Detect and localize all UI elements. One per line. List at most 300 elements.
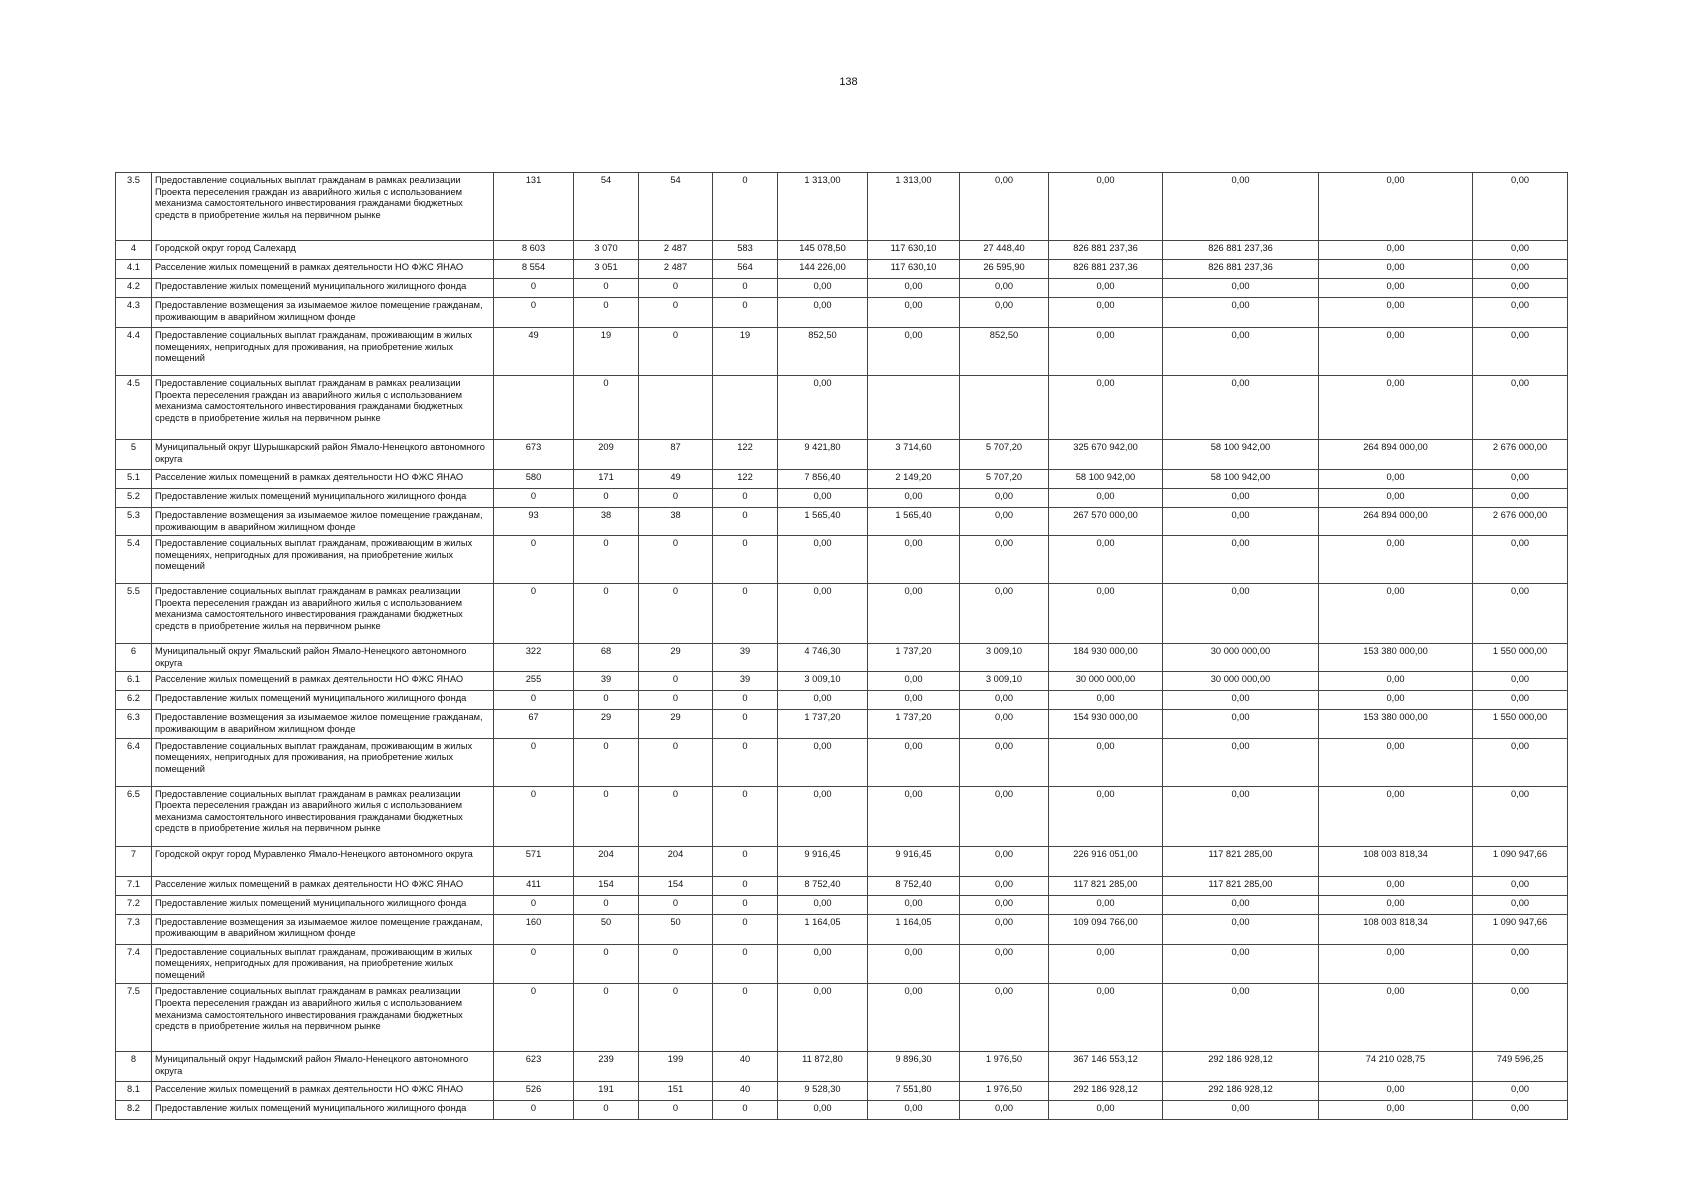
cell-c6: 8 752,40 bbox=[868, 876, 960, 895]
row-name: Городской округ город Салехард bbox=[152, 241, 494, 260]
cell-c11: 2 676 000,00 bbox=[1473, 440, 1568, 470]
row-name: Муниципальный округ Надымский район Ямало-Ненецкого автономного округа bbox=[152, 1052, 494, 1082]
cell-c10: 0,00 bbox=[1319, 1082, 1473, 1101]
cell-c7: 0,00 bbox=[960, 691, 1049, 710]
cell-c9: 826 881 237,36 bbox=[1163, 241, 1319, 260]
cell-c3: 49 bbox=[639, 470, 713, 489]
cell-c6: 0,00 bbox=[868, 984, 960, 1052]
cell-c11: 0,00 bbox=[1473, 984, 1568, 1052]
cell-c1: 93 bbox=[494, 508, 574, 536]
row-index: 6.2 bbox=[116, 691, 152, 710]
cell-c10: 0,00 bbox=[1319, 944, 1473, 984]
cell-c1: 8 554 bbox=[494, 260, 574, 279]
cell-c8: 826 881 237,36 bbox=[1049, 260, 1163, 279]
cell-c8: 0,00 bbox=[1049, 298, 1163, 328]
cell-c7: 0,00 bbox=[960, 984, 1049, 1052]
cell-c4: 0 bbox=[713, 738, 778, 786]
cell-c6 bbox=[868, 376, 960, 440]
cell-c5: 0,00 bbox=[778, 738, 868, 786]
cell-c9: 0,00 bbox=[1163, 786, 1319, 846]
cell-c8: 0,00 bbox=[1049, 691, 1163, 710]
row-index: 5.1 bbox=[116, 470, 152, 489]
cell-c11: 0,00 bbox=[1473, 298, 1568, 328]
cell-c10: 264 894 000,00 bbox=[1319, 440, 1473, 470]
cell-c11: 0,00 bbox=[1473, 738, 1568, 786]
cell-c9: 292 186 928,12 bbox=[1163, 1052, 1319, 1082]
cell-c6: 0,00 bbox=[868, 738, 960, 786]
cell-c9: 30 000 000,00 bbox=[1163, 672, 1319, 691]
cell-c1: 0 bbox=[494, 536, 574, 584]
row-index: 7.3 bbox=[116, 914, 152, 944]
cell-c7: 1 976,50 bbox=[960, 1052, 1049, 1082]
cell-c4: 40 bbox=[713, 1082, 778, 1101]
cell-c2: 0 bbox=[574, 944, 639, 984]
cell-c3: 0 bbox=[639, 328, 713, 376]
cell-c2: 54 bbox=[574, 173, 639, 241]
cell-c10: 0,00 bbox=[1319, 298, 1473, 328]
cell-c2: 50 bbox=[574, 914, 639, 944]
row-name: Муниципальный округ Шурышкарский район Ямало-Ненецкого автономного округа bbox=[152, 440, 494, 470]
cell-c10: 0,00 bbox=[1319, 876, 1473, 895]
cell-c7: 0,00 bbox=[960, 876, 1049, 895]
cell-c5: 1 565,40 bbox=[778, 508, 868, 536]
cell-c9: 0,00 bbox=[1163, 536, 1319, 584]
cell-c3: 50 bbox=[639, 914, 713, 944]
row-index: 7.1 bbox=[116, 876, 152, 895]
cell-c4: 0 bbox=[713, 984, 778, 1052]
cell-c1: 255 bbox=[494, 672, 574, 691]
table-row bbox=[116, 440, 1568, 470]
cell-c3: 0 bbox=[639, 944, 713, 984]
cell-c4: 0 bbox=[713, 279, 778, 298]
cell-c8: 0,00 bbox=[1049, 489, 1163, 508]
cell-c1: 571 bbox=[494, 846, 574, 876]
row-name: Предоставление жилых помещений муниципального жилищного фонда bbox=[152, 279, 494, 298]
cell-c3: 38 bbox=[639, 508, 713, 536]
row-index: 6.4 bbox=[116, 738, 152, 786]
cell-c6: 0,00 bbox=[868, 691, 960, 710]
row-name: Предоставление возмещения за изымаемое жилое помещение гражданам, проживающим в аварийном жилищном фонде bbox=[152, 508, 494, 536]
row-index: 7 bbox=[116, 846, 152, 876]
cell-c11: 0,00 bbox=[1473, 672, 1568, 691]
cell-c6: 0,00 bbox=[868, 279, 960, 298]
cell-c11: 2 676 000,00 bbox=[1473, 508, 1568, 536]
table-row bbox=[116, 298, 1568, 328]
row-index: 5.2 bbox=[116, 489, 152, 508]
cell-c11: 1 550 000,00 bbox=[1473, 710, 1568, 738]
cell-c2: 0 bbox=[574, 984, 639, 1052]
cell-c7 bbox=[960, 376, 1049, 440]
cell-c5: 144 226,00 bbox=[778, 260, 868, 279]
cell-c5: 0,00 bbox=[778, 536, 868, 584]
cell-c3: 54 bbox=[639, 173, 713, 241]
cell-c8: 226 916 051,00 bbox=[1049, 846, 1163, 876]
cell-c3: 0 bbox=[639, 584, 713, 644]
row-name: Предоставление социальных выплат гражданам, проживающим в жилых помещениях, непригодных для проживания, на приобретение жилых помещений bbox=[152, 738, 494, 786]
cell-c5: 0,00 bbox=[778, 984, 868, 1052]
cell-c1: 131 bbox=[494, 173, 574, 241]
row-name: Городской округ город Муравленко Ямало-Ненецкого автономного округа bbox=[152, 846, 494, 876]
cell-c10: 0,00 bbox=[1319, 672, 1473, 691]
cell-c9: 0,00 bbox=[1163, 328, 1319, 376]
cell-c9: 0,00 bbox=[1163, 298, 1319, 328]
cell-c3: 0 bbox=[639, 298, 713, 328]
cell-c10: 0,00 bbox=[1319, 173, 1473, 241]
cell-c7: 0,00 bbox=[960, 279, 1049, 298]
cell-c4: 0 bbox=[713, 508, 778, 536]
row-index: 8.1 bbox=[116, 1082, 152, 1101]
cell-c9: 0,00 bbox=[1163, 1101, 1319, 1120]
table-row bbox=[116, 672, 1568, 691]
cell-c1: 580 bbox=[494, 470, 574, 489]
cell-c1 bbox=[494, 376, 574, 440]
cell-c8: 0,00 bbox=[1049, 376, 1163, 440]
cell-c6: 9 916,45 bbox=[868, 846, 960, 876]
row-name: Предоставление возмещения за изымаемое жилое помещение гражданам, проживающим в аварийном жилищном фонде bbox=[152, 298, 494, 328]
table-row bbox=[116, 876, 1568, 895]
cell-c6: 1 737,20 bbox=[868, 710, 960, 738]
cell-c8: 267 570 000,00 bbox=[1049, 508, 1163, 536]
row-name: Предоставление жилых помещений муниципального жилищного фонда bbox=[152, 489, 494, 508]
cell-c4: 0 bbox=[713, 710, 778, 738]
cell-c11: 1 090 947,66 bbox=[1473, 914, 1568, 944]
cell-c1: 0 bbox=[494, 944, 574, 984]
row-index: 6 bbox=[116, 644, 152, 672]
cell-c11: 1 550 000,00 bbox=[1473, 644, 1568, 672]
cell-c8: 0,00 bbox=[1049, 944, 1163, 984]
cell-c9: 58 100 942,00 bbox=[1163, 470, 1319, 489]
cell-c6: 0,00 bbox=[868, 944, 960, 984]
cell-c11: 0,00 bbox=[1473, 1101, 1568, 1120]
cell-c3: 2 487 bbox=[639, 260, 713, 279]
cell-c11: 0,00 bbox=[1473, 584, 1568, 644]
cell-c10: 0,00 bbox=[1319, 489, 1473, 508]
cell-c2: 0 bbox=[574, 489, 639, 508]
cell-c3: 0 bbox=[639, 536, 713, 584]
cell-c8: 184 930 000,00 bbox=[1049, 644, 1163, 672]
cell-c9: 0,00 bbox=[1163, 376, 1319, 440]
cell-c1: 0 bbox=[494, 895, 574, 914]
cell-c3: 0 bbox=[639, 1101, 713, 1120]
cell-c10: 108 003 818,34 bbox=[1319, 846, 1473, 876]
cell-c6: 7 551,80 bbox=[868, 1082, 960, 1101]
cell-c2: 3 070 bbox=[574, 241, 639, 260]
cell-c11: 749 596,25 bbox=[1473, 1052, 1568, 1082]
cell-c11: 0,00 bbox=[1473, 173, 1568, 241]
cell-c10: 74 210 028,75 bbox=[1319, 1052, 1473, 1082]
row-name: Расселение жилых помещений в рамках деятельности НО ФЖС ЯНАО bbox=[152, 876, 494, 895]
table-row bbox=[116, 895, 1568, 914]
table-row bbox=[116, 241, 1568, 260]
row-index: 4.5 bbox=[116, 376, 152, 440]
cell-c9: 0,00 bbox=[1163, 584, 1319, 644]
cell-c10: 264 894 000,00 bbox=[1319, 508, 1473, 536]
cell-c7: 5 707,20 bbox=[960, 440, 1049, 470]
cell-c9: 0,00 bbox=[1163, 691, 1319, 710]
table-row bbox=[116, 786, 1568, 846]
cell-c1: 623 bbox=[494, 1052, 574, 1082]
cell-c1: 0 bbox=[494, 691, 574, 710]
cell-c7: 0,00 bbox=[960, 489, 1049, 508]
cell-c2: 29 bbox=[574, 710, 639, 738]
cell-c10: 0,00 bbox=[1319, 1101, 1473, 1120]
cell-c6: 1 164,05 bbox=[868, 914, 960, 944]
cell-c5: 7 856,40 bbox=[778, 470, 868, 489]
cell-c6: 2 149,20 bbox=[868, 470, 960, 489]
cell-c5: 11 872,80 bbox=[778, 1052, 868, 1082]
cell-c6: 0,00 bbox=[868, 536, 960, 584]
row-index: 4.1 bbox=[116, 260, 152, 279]
cell-c2: 0 bbox=[574, 279, 639, 298]
cell-c1: 0 bbox=[494, 786, 574, 846]
table-row bbox=[116, 279, 1568, 298]
cell-c2: 191 bbox=[574, 1082, 639, 1101]
row-name: Расселение жилых помещений в рамках деятельности НО ФЖС ЯНАО bbox=[152, 470, 494, 489]
cell-c5: 0,00 bbox=[778, 786, 868, 846]
row-index: 4.4 bbox=[116, 328, 152, 376]
cell-c4: 0 bbox=[713, 536, 778, 584]
cell-c8: 0,00 bbox=[1049, 536, 1163, 584]
cell-c3: 154 bbox=[639, 876, 713, 895]
row-name: Предоставление социальных выплат гражданам в рамках реализации Проекта переселения граждан из аварийного жилья с использованием механизма самостоятельного инвестирования гражданами бюджетных средств в приобретение жилья на первичном рынке bbox=[152, 584, 494, 644]
cell-c7: 0,00 bbox=[960, 1101, 1049, 1120]
cell-c11: 1 090 947,66 bbox=[1473, 846, 1568, 876]
cell-c11: 0,00 bbox=[1473, 536, 1568, 584]
cell-c5: 4 746,30 bbox=[778, 644, 868, 672]
row-index: 5.4 bbox=[116, 536, 152, 584]
row-index: 5.3 bbox=[116, 508, 152, 536]
cell-c7: 0,00 bbox=[960, 173, 1049, 241]
cell-c3: 0 bbox=[639, 691, 713, 710]
cell-c1: 0 bbox=[494, 1101, 574, 1120]
cell-c8: 0,00 bbox=[1049, 328, 1163, 376]
cell-c5: 0,00 bbox=[778, 376, 868, 440]
cell-c4: 122 bbox=[713, 470, 778, 489]
cell-c5: 9 916,45 bbox=[778, 846, 868, 876]
row-name: Предоставление социальных выплат гражданам в рамках реализации Проекта переселения граждан из аварийного жилья с использованием механизма самостоятельного инвестирования гражданами бюджетных средств в приобретение жилья на первичном рынке bbox=[152, 786, 494, 846]
cell-c11: 0,00 bbox=[1473, 470, 1568, 489]
cell-c2: 209 bbox=[574, 440, 639, 470]
cell-c4: 0 bbox=[713, 846, 778, 876]
cell-c4: 0 bbox=[713, 1101, 778, 1120]
cell-c1: 0 bbox=[494, 984, 574, 1052]
cell-c9: 0,00 bbox=[1163, 279, 1319, 298]
cell-c5: 145 078,50 bbox=[778, 241, 868, 260]
row-name: Предоставление жилых помещений муниципального жилищного фонда bbox=[152, 895, 494, 914]
cell-c11: 0,00 bbox=[1473, 691, 1568, 710]
cell-c2: 0 bbox=[574, 738, 639, 786]
row-index: 6.1 bbox=[116, 672, 152, 691]
table-row bbox=[116, 584, 1568, 644]
cell-c8: 826 881 237,36 bbox=[1049, 241, 1163, 260]
table-row bbox=[116, 1052, 1568, 1082]
row-index: 5.5 bbox=[116, 584, 152, 644]
cell-c7: 0,00 bbox=[960, 738, 1049, 786]
cell-c2: 239 bbox=[574, 1052, 639, 1082]
cell-c1: 322 bbox=[494, 644, 574, 672]
cell-c4: 40 bbox=[713, 1052, 778, 1082]
row-name: Предоставление социальных выплат гражданам в рамках реализации Проекта переселения граждан из аварийного жилья с использованием механизма самостоятельного инвестирования гражданами бюджетных средств в приобретение жилья на первичном рынке bbox=[152, 984, 494, 1052]
cell-c10: 0,00 bbox=[1319, 786, 1473, 846]
table-row bbox=[116, 691, 1568, 710]
cell-c2: 0 bbox=[574, 298, 639, 328]
cell-c10: 0,00 bbox=[1319, 895, 1473, 914]
table-row bbox=[116, 470, 1568, 489]
cell-c11: 0,00 bbox=[1473, 1082, 1568, 1101]
cell-c2: 171 bbox=[574, 470, 639, 489]
cell-c8: 0,00 bbox=[1049, 738, 1163, 786]
cell-c2: 3 051 bbox=[574, 260, 639, 279]
cell-c2: 68 bbox=[574, 644, 639, 672]
row-name: Предоставление возмещения за изымаемое жилое помещение гражданам, проживающим в аварийном жилищном фонде bbox=[152, 710, 494, 738]
table-row bbox=[116, 536, 1568, 584]
table-row bbox=[116, 328, 1568, 376]
cell-c7: 852,50 bbox=[960, 328, 1049, 376]
cell-c5: 8 752,40 bbox=[778, 876, 868, 895]
table-row bbox=[116, 846, 1568, 876]
row-index: 6.3 bbox=[116, 710, 152, 738]
cell-c6: 1 737,20 bbox=[868, 644, 960, 672]
row-index: 5 bbox=[116, 440, 152, 470]
cell-c6: 1 565,40 bbox=[868, 508, 960, 536]
row-name: Расселение жилых помещений в рамках деятельности НО ФЖС ЯНАО bbox=[152, 672, 494, 691]
cell-c10: 0,00 bbox=[1319, 328, 1473, 376]
cell-c10: 0,00 bbox=[1319, 241, 1473, 260]
row-name: Предоставление жилых помещений муниципального жилищного фонда bbox=[152, 1101, 494, 1120]
cell-c9: 30 000 000,00 bbox=[1163, 644, 1319, 672]
row-index: 8 bbox=[116, 1052, 152, 1082]
cell-c4: 39 bbox=[713, 672, 778, 691]
cell-c3 bbox=[639, 376, 713, 440]
cell-c1: 673 bbox=[494, 440, 574, 470]
cell-c8: 0,00 bbox=[1049, 895, 1163, 914]
cell-c9: 0,00 bbox=[1163, 944, 1319, 984]
row-name: Предоставление социальных выплат гражданам, проживающим в жилых помещениях, непригодных для проживания, на приобретение жилых помещений bbox=[152, 536, 494, 584]
cell-c5: 1 164,05 bbox=[778, 914, 868, 944]
table-row bbox=[116, 173, 1568, 241]
table-body bbox=[116, 173, 1568, 1120]
cell-c2: 0 bbox=[574, 786, 639, 846]
cell-c3: 199 bbox=[639, 1052, 713, 1082]
resettlement-table bbox=[115, 172, 1568, 1120]
row-index: 3.5 bbox=[116, 173, 152, 241]
cell-c7: 0,00 bbox=[960, 508, 1049, 536]
cell-c8: 109 094 766,00 bbox=[1049, 914, 1163, 944]
cell-c3: 0 bbox=[639, 672, 713, 691]
cell-c7: 5 707,20 bbox=[960, 470, 1049, 489]
cell-c1: 0 bbox=[494, 279, 574, 298]
cell-c5: 0,00 bbox=[778, 298, 868, 328]
cell-c5: 852,50 bbox=[778, 328, 868, 376]
cell-c5: 9 421,80 bbox=[778, 440, 868, 470]
cell-c5: 0,00 bbox=[778, 279, 868, 298]
cell-c8: 367 146 553,12 bbox=[1049, 1052, 1163, 1082]
row-index: 4.3 bbox=[116, 298, 152, 328]
cell-c6: 0,00 bbox=[868, 489, 960, 508]
table-row bbox=[116, 508, 1568, 536]
cell-c4: 0 bbox=[713, 944, 778, 984]
cell-c11: 0,00 bbox=[1473, 279, 1568, 298]
cell-c1: 67 bbox=[494, 710, 574, 738]
row-name: Предоставление жилых помещений муниципального жилищного фонда bbox=[152, 691, 494, 710]
cell-c9: 0,00 bbox=[1163, 984, 1319, 1052]
cell-c2: 0 bbox=[574, 1101, 639, 1120]
cell-c11: 0,00 bbox=[1473, 944, 1568, 984]
cell-c8: 0,00 bbox=[1049, 279, 1163, 298]
table-row bbox=[116, 1101, 1568, 1120]
cell-c8: 0,00 bbox=[1049, 984, 1163, 1052]
row-index: 6.5 bbox=[116, 786, 152, 846]
cell-c10: 0,00 bbox=[1319, 738, 1473, 786]
cell-c6: 117 630,10 bbox=[868, 260, 960, 279]
cell-c4: 0 bbox=[713, 489, 778, 508]
cell-c3: 0 bbox=[639, 489, 713, 508]
cell-c4: 0 bbox=[713, 584, 778, 644]
cell-c9: 826 881 237,36 bbox=[1163, 260, 1319, 279]
table-row bbox=[116, 944, 1568, 984]
cell-c5: 0,00 bbox=[778, 1101, 868, 1120]
cell-c5: 3 009,10 bbox=[778, 672, 868, 691]
page-number: 138 bbox=[839, 76, 858, 88]
cell-c9: 58 100 942,00 bbox=[1163, 440, 1319, 470]
cell-c9: 117 821 285,00 bbox=[1163, 876, 1319, 895]
cell-c8: 292 186 928,12 bbox=[1049, 1082, 1163, 1101]
cell-c7: 0,00 bbox=[960, 944, 1049, 984]
cell-c7: 0,00 bbox=[960, 786, 1049, 846]
table-row bbox=[116, 738, 1568, 786]
cell-c4: 0 bbox=[713, 298, 778, 328]
cell-c9: 0,00 bbox=[1163, 914, 1319, 944]
cell-c3: 29 bbox=[639, 644, 713, 672]
cell-c1: 49 bbox=[494, 328, 574, 376]
cell-c3: 2 487 bbox=[639, 241, 713, 260]
row-index: 7.5 bbox=[116, 984, 152, 1052]
cell-c3: 29 bbox=[639, 710, 713, 738]
cell-c2: 38 bbox=[574, 508, 639, 536]
cell-c4: 0 bbox=[713, 876, 778, 895]
cell-c6: 0,00 bbox=[868, 328, 960, 376]
cell-c3: 0 bbox=[639, 279, 713, 298]
cell-c2: 0 bbox=[574, 895, 639, 914]
cell-c5: 1 737,20 bbox=[778, 710, 868, 738]
cell-c7: 0,00 bbox=[960, 298, 1049, 328]
cell-c9: 117 821 285,00 bbox=[1163, 846, 1319, 876]
cell-c10: 153 380 000,00 bbox=[1319, 644, 1473, 672]
cell-c3: 151 bbox=[639, 1082, 713, 1101]
cell-c5: 1 313,00 bbox=[778, 173, 868, 241]
cell-c9: 0,00 bbox=[1163, 508, 1319, 536]
cell-c9: 0,00 bbox=[1163, 489, 1319, 508]
table-row bbox=[116, 710, 1568, 738]
cell-c7: 0,00 bbox=[960, 536, 1049, 584]
cell-c6: 0,00 bbox=[868, 895, 960, 914]
cell-c10: 108 003 818,34 bbox=[1319, 914, 1473, 944]
cell-c4: 19 bbox=[713, 328, 778, 376]
cell-c8: 0,00 bbox=[1049, 173, 1163, 241]
cell-c4: 0 bbox=[713, 173, 778, 241]
cell-c6: 0,00 bbox=[868, 1101, 960, 1120]
cell-c11: 0,00 bbox=[1473, 876, 1568, 895]
cell-c8: 325 670 942,00 bbox=[1049, 440, 1163, 470]
cell-c3: 204 bbox=[639, 846, 713, 876]
row-name: Расселение жилых помещений в рамках деятельности НО ФЖС ЯНАО bbox=[152, 1082, 494, 1101]
cell-c9: 292 186 928,12 bbox=[1163, 1082, 1319, 1101]
cell-c2: 0 bbox=[574, 584, 639, 644]
cell-c3: 0 bbox=[639, 738, 713, 786]
cell-c5: 9 528,30 bbox=[778, 1082, 868, 1101]
row-name: Расселение жилых помещений в рамках деятельности НО ФЖС ЯНАО bbox=[152, 260, 494, 279]
cell-c6: 117 630,10 bbox=[868, 241, 960, 260]
